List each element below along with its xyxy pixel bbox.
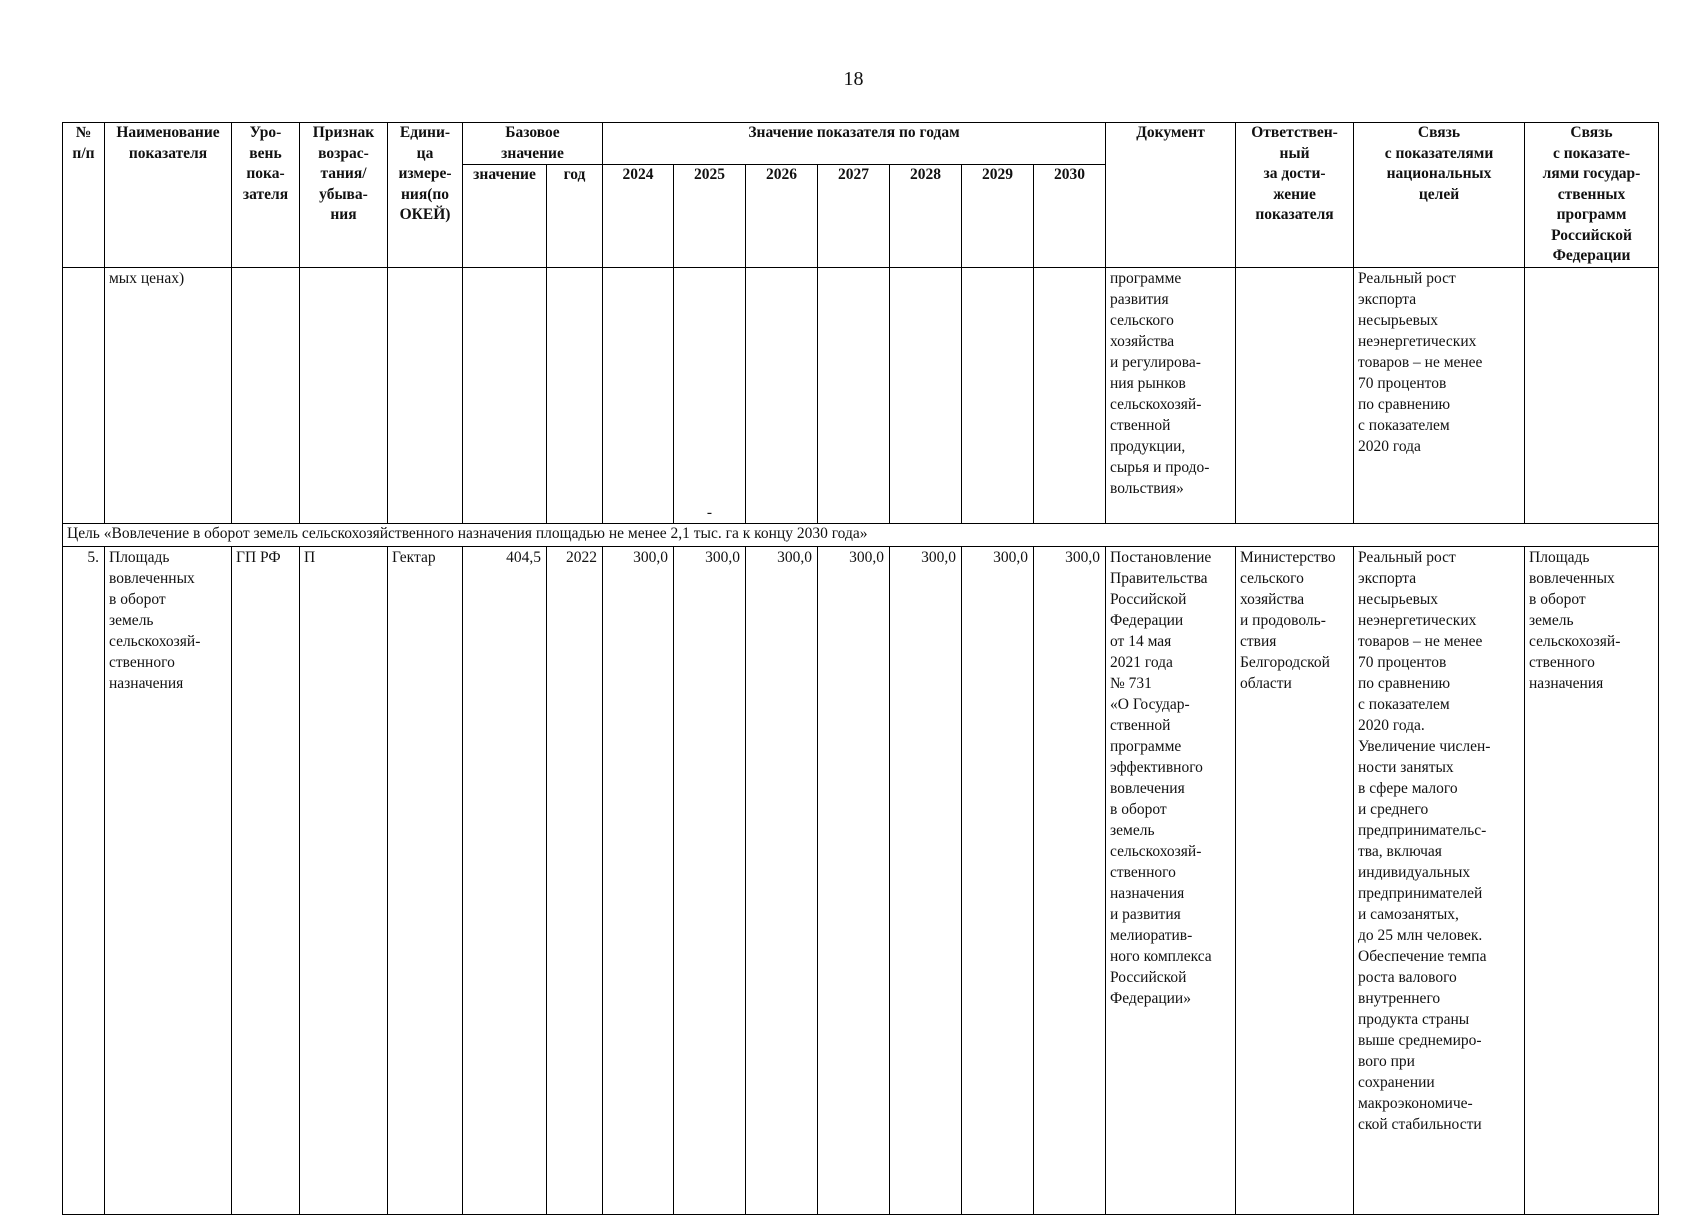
col-header-sign: Признак возрас- тания/ убыва- ния [300, 123, 388, 268]
goal-text: Цель «Вовлечение в оборот земель сельскохозяйственного назначения площадью не менее 2,1 тыс. га к концу 2030 года» [63, 523, 1659, 546]
cell-sign: П [300, 546, 388, 1214]
col-header-base-year: год [547, 165, 603, 268]
dash-mark: - [706, 503, 713, 521]
cell-2030 [1034, 267, 1106, 523]
cell-num: 5. [63, 546, 105, 1214]
cell-2025: 300,0 [674, 546, 746, 1214]
cell-document: программе развития сельского хозяйства и регулирова- ния рынков сельскохозяй- ственной продукции, сырья и продо- вольствия» [1106, 267, 1236, 523]
cell-national-goals: Реальный рост экспорта несырьевых неэнергетических товаров – не менее 70 процентов по сравнению с показателем 2020 года [1354, 267, 1525, 523]
col-header-document: Документ [1106, 123, 1236, 268]
col-header-year-2024: 2024 [603, 165, 674, 268]
cell-base-value: 404,5 [463, 546, 547, 1214]
cell-name: мых ценах) [105, 267, 232, 523]
col-header-year-2028: 2028 [890, 165, 962, 268]
col-header-responsible: Ответствен- ный за дости- жение показателя [1236, 123, 1354, 268]
col-header-year-2025: 2025 [674, 165, 746, 268]
cell-document: Постановление Правительства Российской Федерации от 14 мая 2021 года № 731 «О Государ- ственной программе эффективного вовлечения в оборот земель сельскохозяй- ственного назначения и развития мелиоратив- ного комплекса Российской Федерации» [1106, 546, 1236, 1214]
indicators-table [62, 122, 1659, 1215]
cell-2027 [818, 267, 890, 523]
cell-name: Площадь вовлеченных в оборот земель сельскохозяй- ственного назначения [105, 546, 232, 1214]
col-header-num: № п/п [63, 123, 105, 268]
col-header-level: Уро- вень пока- зателя [232, 123, 300, 268]
cell-responsible [1236, 267, 1354, 523]
col-header-years-group: Значение показателя по годам [603, 123, 1106, 165]
cell-2027: 300,0 [818, 546, 890, 1214]
cell-2028: 300,0 [890, 546, 962, 1214]
cell-base-year: 2022 [547, 546, 603, 1214]
cell-unit: Гектар [388, 546, 463, 1214]
cell-2029 [962, 267, 1034, 523]
cell-2025 [674, 267, 746, 523]
cell-level: ГП РФ [232, 546, 300, 1214]
cell-base-year [547, 267, 603, 523]
cell-2026 [746, 267, 818, 523]
cell-2026: 300,0 [746, 546, 818, 1214]
cell-national-goals: Реальный рост экспорта несырьевых неэнергетических товаров – не менее 70 процентов по сравнению с показателем 2020 года. Увеличение числен- ности занятых в сфере малого и среднего предпринимательс- тва, включая индивидуальных предпринимателей и самозанятых, до 25 млн человек. Обеспечение темпа роста валового внутреннего продукта страны выше среднемиро- вого при сохранении макроэкономиче- ской стабильности [1354, 546, 1525, 1214]
col-header-year-2030: 2030 [1034, 165, 1106, 268]
col-header-national-goals: Связь с показателями национальных целей [1354, 123, 1525, 268]
goal-row [63, 523, 1659, 546]
cell-base-value [463, 267, 547, 523]
cell-sign [300, 267, 388, 523]
header-row-1 [63, 123, 1659, 165]
col-header-year-2026: 2026 [746, 165, 818, 268]
cell-2028 [890, 267, 962, 523]
col-header-year-2027: 2027 [818, 165, 890, 268]
page-number: 18 [843, 68, 864, 90]
col-header-state-programs: Связь с показате- лями государ- ственных программ Российской Федерации [1525, 123, 1659, 268]
cell-level [232, 267, 300, 523]
col-header-unit: Едини- ца измере- ния(по ОКЕЙ) [388, 123, 463, 268]
col-header-year-2029: 2029 [962, 165, 1034, 268]
cell-2029: 300,0 [962, 546, 1034, 1214]
table-row-continuation [63, 267, 1659, 523]
cell-2024: 300,0 [603, 546, 674, 1214]
col-header-name: Наименование показателя [105, 123, 232, 268]
cell-2024 [603, 267, 674, 523]
table-row-5 [63, 546, 1659, 1214]
col-header-base-value: значение [463, 165, 547, 268]
cell-2030: 300,0 [1034, 546, 1106, 1214]
cell-responsible: Министерство сельского хозяйства и продоволь- ствия Белгородской области [1236, 546, 1354, 1214]
cell-state-programs: Площадь вовлеченных в оборот земель сельскохозяй- ственного назначения [1525, 546, 1659, 1214]
cell-unit [388, 267, 463, 523]
col-header-base: Базовое значение [463, 123, 603, 165]
cell-state-programs [1525, 267, 1659, 523]
cell-num [63, 267, 105, 523]
